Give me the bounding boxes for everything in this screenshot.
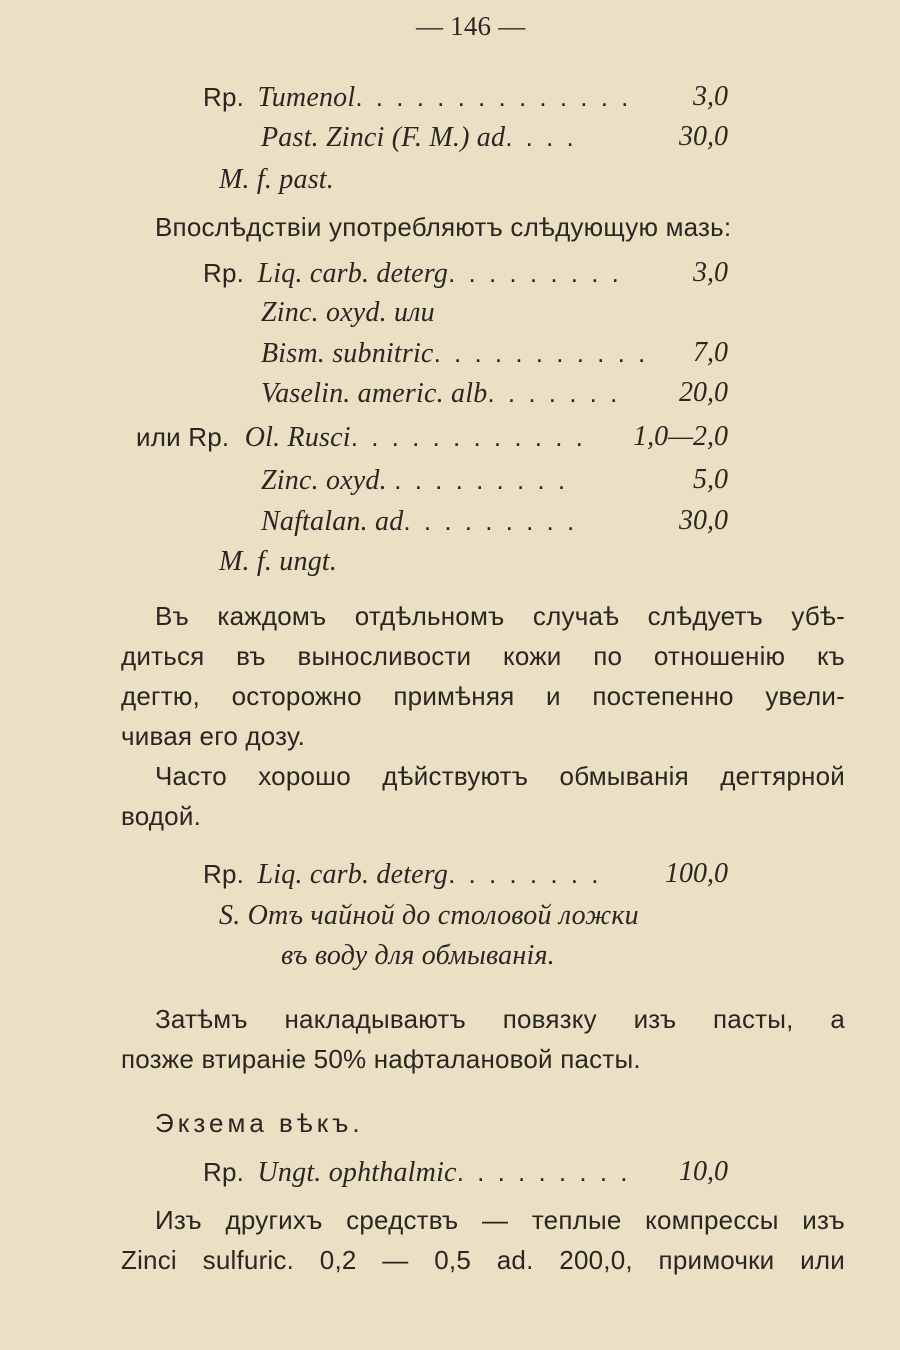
leader-dots: . . . . . . . . . xyxy=(456,1157,631,1187)
rx-2-line-4 xyxy=(261,377,620,410)
page-number: — 146 — xyxy=(416,11,526,41)
rx-3-instruction: M. f. ungt. xyxy=(219,546,338,577)
rx-3-line-1 xyxy=(136,421,586,454)
rx-4-signa-cont: въ воду для обмыванія. xyxy=(281,940,555,971)
rx-4-line-1 xyxy=(203,858,601,891)
rx-3-line-2 xyxy=(261,464,568,497)
rp-label: Rp. xyxy=(203,258,245,288)
paragraph-4-line-1: Затѣмъ накладываютъ повязку изъ пасты, а xyxy=(155,1004,845,1034)
paragraph-3-line-2: водой. xyxy=(121,801,201,831)
rx-quantity: 3,0 xyxy=(693,257,728,288)
rx-ingredient: Ol. Rusci xyxy=(244,422,351,453)
rx-ingredient: Vaselin. americ. alb xyxy=(261,378,488,409)
rx-3-line-3 xyxy=(261,505,577,538)
paragraph-1: Впослѣдствіи употребляютъ слѣдующую мазь: xyxy=(155,212,732,242)
rx-2-line-1 xyxy=(203,257,622,290)
leader-dots: . . . . . . . . . . . . xyxy=(350,422,586,452)
rx-quantity: 100,0 xyxy=(665,858,728,889)
paragraph-3-line-1: Часто хорошо дѣйствуютъ обмыванія дегтярной xyxy=(155,761,845,791)
leader-dots: . . . . xyxy=(505,122,577,152)
leader-dots: . . . . . . . xyxy=(487,378,621,408)
rx-quantity: 7,0 xyxy=(693,337,728,368)
rx-ingredient: Zinc. oxyd. xyxy=(261,465,387,496)
rp-label: или Rp. xyxy=(136,422,230,452)
rx-ingredient: Liq. carb. deterg xyxy=(257,859,449,890)
paragraph-2-line-4: чивая его дозу. xyxy=(121,721,305,751)
leader-dots: . . . . . . . . . xyxy=(448,258,622,288)
rx-ingredient: Tumenol xyxy=(257,82,356,113)
section-heading: Экзема вѣкъ. xyxy=(155,1108,364,1138)
rp-label: Rp. xyxy=(203,1157,245,1187)
paragraph-5-line-1: Изъ другихъ средствъ — теплые компрессы изъ xyxy=(155,1205,845,1235)
rx-quantity: 5,0 xyxy=(693,464,728,495)
paragraph-5-line-2: Zinci sulfuric. 0,2 — 0,5 ad. 200,0, примочки или xyxy=(121,1245,845,1275)
leader-dots: . . . . . . . . . . . xyxy=(433,338,649,368)
leader-dots: . . . . . . . . xyxy=(448,859,602,889)
rx-ingredient: Past. Zinci (F. M.) ad xyxy=(261,122,506,153)
paragraph-2-line-1: Въ каждомъ отдѣльномъ случаѣ слѣдуетъ убѣ- xyxy=(155,601,845,631)
rx-2-line-3 xyxy=(261,337,648,370)
rx-ingredient: Ungt. ophthalmic xyxy=(257,1157,457,1188)
leader-dots: . . . . . . . . . xyxy=(403,506,578,536)
rp-label: Rp. xyxy=(203,859,245,889)
paragraph-2-line-2: диться въ выносливости кожи по отношенію къ xyxy=(121,641,845,671)
leader-dots: . . . . . . . . . xyxy=(394,465,569,495)
paragraph-2-line-3: дегтю, осторожно примѣняя и постепенно увели- xyxy=(121,681,845,711)
rx-5-line-1 xyxy=(203,1156,631,1189)
rx-quantity: 20,0 xyxy=(679,377,728,408)
rx-1-instruction: M. f. past. xyxy=(219,164,334,195)
rx-4-signa: S. Отъ чайной до столовой ложки xyxy=(219,900,639,931)
rx-1-line-1 xyxy=(203,81,631,114)
rx-quantity: 3,0 xyxy=(693,81,728,112)
rx-ingredient: Liq. carb. deterg xyxy=(257,258,449,289)
rx-ingredient: Naftalan. ad xyxy=(261,506,404,537)
paragraph-4-line-2: позже втираніе 50% нафталановой пасты. xyxy=(121,1044,641,1074)
leader-dots: . . . . . . . . . . . . . . xyxy=(355,82,632,112)
rx-quantity: 30,0 xyxy=(679,121,728,152)
rx-ingredient: Bism. subnitric xyxy=(261,338,434,369)
rp-label: Rp. xyxy=(203,82,245,112)
rx-quantity: 10,0 xyxy=(679,1156,728,1187)
rx-2-line-2: Zinc. oxyd. или xyxy=(261,297,435,328)
rx-quantity: 1,0—2,0 xyxy=(633,421,728,452)
rx-1-line-2 xyxy=(261,121,577,154)
rx-quantity: 30,0 xyxy=(679,505,728,536)
